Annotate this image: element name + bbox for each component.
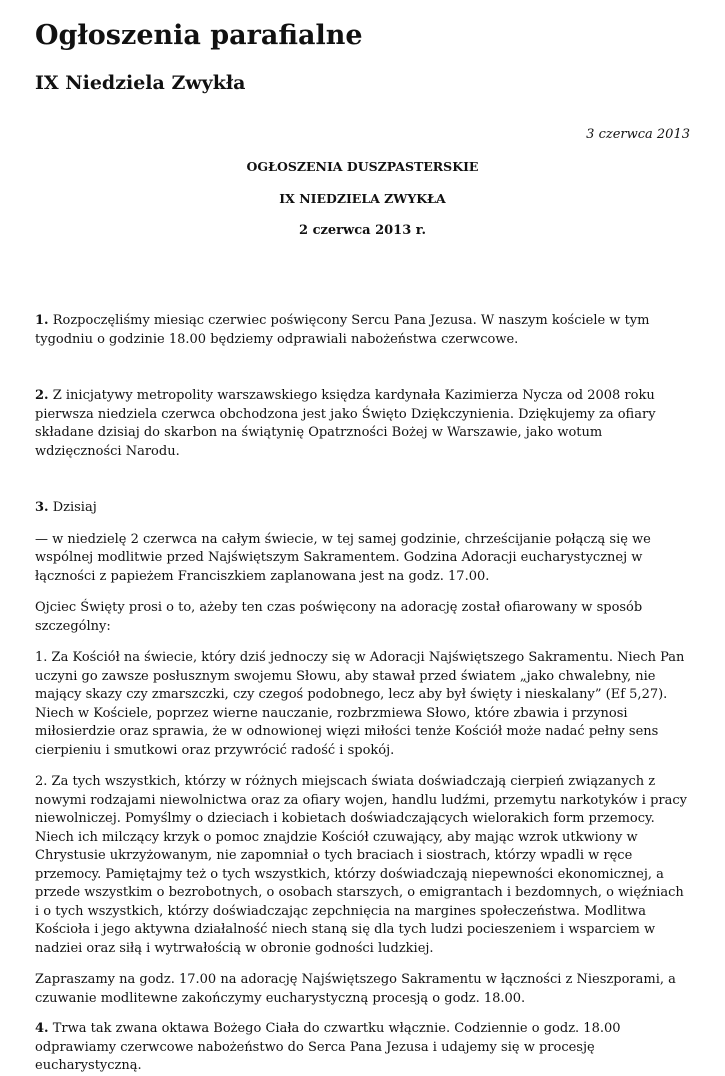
announcement-heading: OGŁOSZENIA DUSZPASTERSKIE — [246, 159, 479, 174]
item-3-paragraph: 1. Za Kościół na świecie, który dziś jednoczy się w Adoracji Najświętszego Sakramentu. Niech Pan uczyni go zawsze posłusznym swojemu Słowu, aby stawał przed światem „jako chwalebny, nie mający skazy czy zmarszczki, czy czegoś podobnego, lecz aby był święty i nieskalany” (Ef 5,27). Niech w Kościele, poprzez wierne nauczanie, rozbrzmiewa Słowo, które zbawia i przynosi miłosierdzie oraz sprawia, że w odnowionej więzi miłości tenże Kościół może nadać pełny sens cierpieniu i smutkowi oraz przywrócić radość i spokój. — [35, 650, 685, 758]
item-text: Rozpoczęliśmy miesiąc czerwiec poświęcony Sercu Pana Jezusa. W naszym kościele w tym tygodniu o godzinie 18.00 będziemy odprawiali nabożeństwa czerwcowe. — [35, 313, 650, 347]
announcement-item-1 — [35, 312, 690, 349]
item-3-paragraph: 2. Za tych wszystkich, którzy w różnych miejscach świata doświadczają cierpień związanych z nowymi rodzajami niewolnictwa oraz za ofiary wojen, handlu ludźmi, przemytu narkotyków i pracy niewolniczej. Pomyślmy o dzieciach i kobietach doświadczających wielorakich form przemocy. Niech ich milczący krzyk o pomoc znajdzie Kościół czuwający, aby mając wzrok utkwiony w Chrystusie ukrzyżowanym, nie zapomniał o tych braciach i siostrach, którzy wpadli w ręce przemocy. Pamiętajmy też o tych wszystkich, którzy doświadczają niepewności ekonomicznej, a przede wszystkim o bezrobotnych, o osobach starszych, o emigrantach i bezdomnych, o więźniach i o tych wszystkich, którzy doświadczając zepchnięcia na margines społeczeństwa. Modlitwa Kościoła i jego aktywna działalność niech staną się dla tych ludzi pocieszeniem i wsparciem w nadziei oraz siłą i wytrwałością w obronie godności ludzkiej. — [35, 774, 687, 956]
item-text: Z inicjatywy metropolity warszawskiego księdza kardynała Kazimierza Nycza od 2008 roku pierwsza niedziela czerwca obchodzona jest jako Święto Dziękczynienia. Dziękujemy za ofiary składane dzisiaj do skarbon na świątynię Opatrzności Bożej w Warszawie, jako wotum wdzięczności Narodu. — [35, 388, 656, 459]
page-subtitle: IX Niedziela Zwykła — [35, 72, 246, 94]
announcement-item-3 — [35, 499, 690, 518]
site-title: Ogłoszenia parafialne — [35, 20, 363, 51]
item-3-paragraph: — w niedzielę 2 czerwca na całym świecie, w tej samej godzinie, chrześcijanie połączą się we wspólnej modlitwie przed Najświętszym Sakramentem. Godzina Adoracji eucharystycznej w łączności z papieżem Franciszkiem zaplanowana jest na godz. 17.00. — [35, 531, 651, 584]
item-text: Trwa tak zwana oktawa Bożego Ciała do czwartku włącznie. Codziennie o godz. 18.00 odprawiamy czerwcowe nabożeństwo do Serca Pana Jezusa i udajemy się w procesję eucharystyczną. — [35, 1021, 621, 1073]
item-number: 2. — [35, 388, 49, 403]
sunday-heading: IX NIEDZIELA ZWYKŁA — [279, 191, 446, 206]
post-date: 3 czerwca 2013 — [586, 127, 690, 142]
item-number: 3. — [35, 500, 49, 515]
announcement-item-4 — [35, 1020, 690, 1076]
item-number: 1. — [35, 313, 49, 328]
item-3-paragraph: Ojciec Święty prosi o to, ażeby ten czas poświęcony na adorację został ofiarowany w sposób szczególny: — [35, 600, 643, 634]
announcement-item-2 — [35, 387, 690, 461]
announcement-date: 2 czerwca 2013 r. — [299, 223, 426, 238]
item-3-paragraph: Zapraszamy na godz. 17.00 na adorację Najświętszego Sakramentu w łączności z Nieszporami, a czuwanie modlitewne zakończymy eucharystyczną procesją o godz. 18.00. — [35, 972, 676, 1006]
item-text: Dzisiaj — [48, 500, 97, 515]
item-number: 4. — [35, 1021, 49, 1036]
